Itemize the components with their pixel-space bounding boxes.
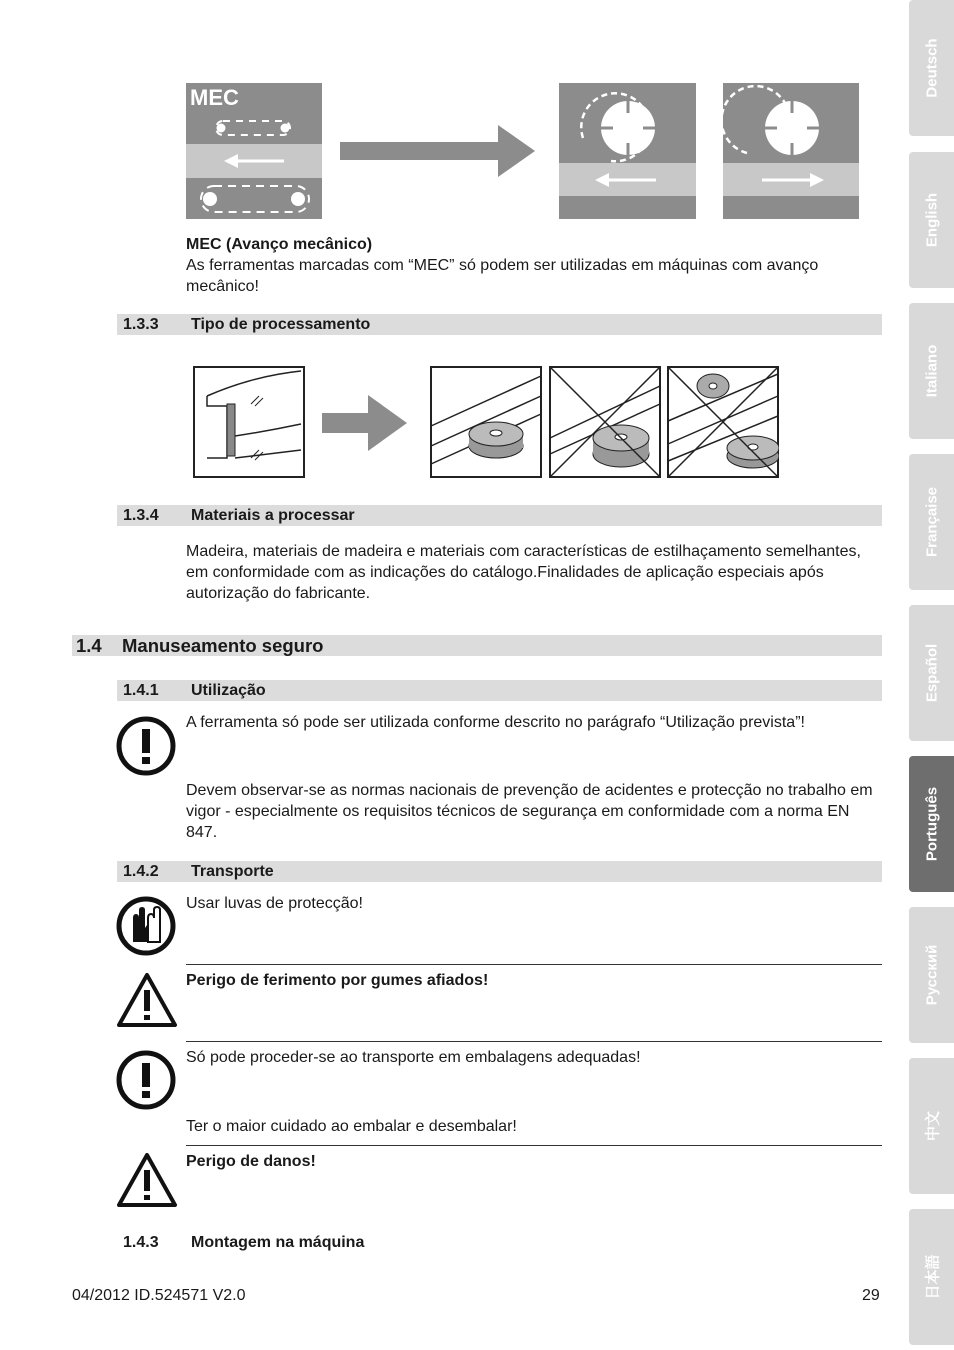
doc-id: 04/2012 ID.524571 V2.0 — [72, 1287, 246, 1304]
mec-figure — [186, 83, 859, 219]
materials-text: Madeira, materiais de madeira e materiais com características de estilhaçamento semelhantes, em conformidade com as indicações do catálogo.Finalidades de aplicação especiais após autorização do fabricante. — [186, 543, 861, 602]
lang-tab-deutsch[interactable]: Deutsch — [909, 0, 954, 136]
gloves-icon — [116, 896, 176, 961]
lang-tab-english[interactable]: English — [909, 152, 954, 288]
section-number: 1.4.2 — [123, 863, 159, 880]
section-title: Manuseamento seguro — [122, 635, 324, 656]
section-title: Tipo de processamento — [191, 316, 371, 333]
exclamation-circle-icon — [116, 716, 176, 781]
section-title: Materiais a processar — [191, 507, 355, 524]
section-number: 1.4 — [76, 635, 102, 656]
processing-type-figure — [193, 366, 779, 479]
lang-tab-japanese[interactable]: 日本語 — [909, 1209, 954, 1345]
section-number: 1.3.4 — [123, 507, 159, 524]
warning-sharp-edges: Perigo de ferimento por gumes afiados! — [186, 972, 489, 989]
divider — [186, 1145, 882, 1146]
section-bar-1-3-3 — [117, 314, 882, 335]
usage-text-2: Devem observar-se as normas nacionais de prevenção de acidentes e protecção no trabalho em vigor - especialmente os requisitos técnicos de segurança em conformidade com a norma EN 847. — [186, 782, 873, 841]
lang-tab-portugues[interactable]: Português — [909, 756, 954, 892]
lang-tab-russian[interactable]: Русский — [909, 907, 954, 1043]
svg-text:MEC: MEC — [190, 85, 239, 110]
section-title: Utilização — [191, 682, 266, 699]
divider — [186, 1041, 882, 1042]
section-bar-1-3-4 — [117, 505, 882, 526]
lang-tab-chinese[interactable]: 中文 — [909, 1058, 954, 1194]
exclamation-circle-icon — [116, 1050, 176, 1115]
usage-text-1: A ferramenta só pode ser utilizada conforme descrito no parágrafo “Utilização prevista”! — [186, 714, 805, 731]
mec-diagram — [186, 83, 859, 219]
section-number: 1.4.1 — [123, 682, 159, 699]
lang-tab-italiano[interactable]: Italiano — [909, 303, 954, 439]
mec-text: As ferramentas marcadas com “MEC” só podem ser utilizadas em máquinas com avanço mecânico! — [186, 257, 819, 295]
section-number: 1.4.3 — [123, 1234, 159, 1251]
warning-triangle-icon — [116, 1152, 178, 1213]
warning-triangle-icon — [116, 972, 178, 1033]
section-heading-1-4-3 — [123, 1232, 159, 1253]
warning-damage: Perigo de danos! — [186, 1153, 316, 1170]
gloves-text: Usar luvas de protecção! — [186, 895, 363, 912]
transport-note-1: Só pode proceder-se ao transporte em embalagens adequadas! — [186, 1049, 641, 1066]
lang-tab-espanol[interactable]: Español — [909, 605, 954, 741]
processing-diagram — [193, 366, 779, 479]
section-title-1-4-3: Montagem na máquina — [191, 1234, 365, 1251]
section-number: 1.3.3 — [123, 316, 159, 333]
divider — [186, 964, 882, 965]
section-bar-1-4-2 — [117, 861, 882, 882]
mec-heading: MEC (Avanço mecânico) — [186, 236, 373, 253]
page-number: 29 — [862, 1287, 880, 1304]
section-bar-1-4-1 — [117, 680, 882, 701]
section-title: Transporte — [191, 863, 274, 880]
lang-tab-francaise[interactable]: Française — [909, 454, 954, 590]
transport-note-2: Ter o maior cuidado ao embalar e desembalar! — [186, 1118, 517, 1135]
section-bar-1-4 — [72, 635, 882, 656]
